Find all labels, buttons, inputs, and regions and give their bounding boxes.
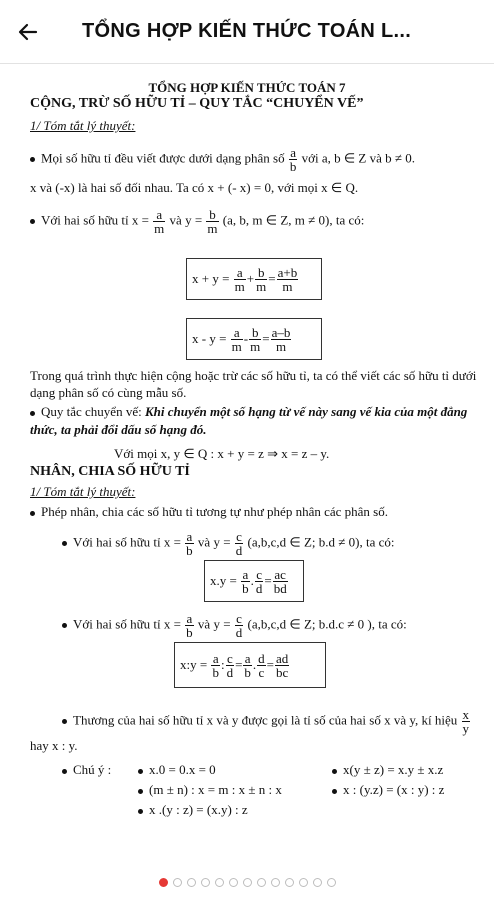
bullet-icon — [62, 623, 67, 628]
page-dot[interactable] — [285, 878, 294, 887]
app-bar — [0, 0, 494, 64]
arrow-left-icon — [16, 20, 40, 44]
bullet-icon — [30, 157, 35, 162]
bullet-icon — [332, 789, 337, 794]
bullet-icon — [62, 769, 67, 774]
section-theory-heading-2: 1/ Tóm tắt lý thuyết: — [30, 484, 136, 499]
formula-addition: x + y = $\frac{a}{m}$ + $\frac{b}{m}$ = $\frac{a+b}{m}$ — [186, 258, 322, 300]
page-dot[interactable] — [243, 878, 252, 887]
page-indicator — [0, 876, 494, 888]
page-dot[interactable] — [201, 878, 210, 887]
page-title: TỔNG HỢP KIẾN THỨC TOÁN L... — [82, 20, 412, 42]
note-item: x .(y : z) = (x.y) : z — [138, 802, 248, 818]
formula-division: x:y = $\frac{a}{b}$ : $\frac{c}{d}$ = $\frac{a}{b}$ . $\frac{d}{c}$ = $\frac{ad}{bc}$ — [174, 642, 326, 688]
page-dot[interactable] — [187, 878, 196, 887]
paragraph-transposition-rule-cont: thức, ta phải đổi dấu số hạng đó. — [30, 422, 207, 437]
fraction: $\frac{a}{b}$ — [289, 145, 297, 174]
paragraph-division: Với hai số hữu tỉ x = $\frac{a}{b}$ và y = $\frac{c}{d}$ (a,b,c,d ∈ Z; b.d.c ≠ 0 ), ta có: — [62, 612, 407, 639]
page-dot[interactable] — [271, 878, 280, 887]
bullet-icon — [138, 789, 143, 794]
section-theory-heading: 1/ Tóm tắt lý thuyết: — [30, 118, 136, 133]
paragraph-common-denominator-cont: dạng phân số có cùng mẫu số. — [30, 385, 187, 400]
formula-multiplication: x.y = $\frac{a}{b}$ . $\frac{c}{d}$ = $\frac{ac}{bd}$ — [204, 560, 304, 602]
page-dot[interactable] — [173, 878, 182, 887]
paragraph-two-rationals: Với hai số hữu tỉ x = $\frac{a}{m}$ và y = $\frac{b}{m}$ (a, b, m ∈ Z, m ≠ 0), ta có: — [30, 208, 364, 235]
back-button[interactable] — [0, 0, 56, 64]
document-page — [0, 72, 494, 872]
note-item: x(y ± z) = x.y ± x.z — [332, 762, 443, 778]
page-dot[interactable] — [327, 878, 336, 887]
page-dot[interactable] — [313, 878, 322, 887]
bullet-icon — [62, 541, 67, 546]
transposition-formula: Với mọi x, y ∈ Q : x + y = z ⇒ x = z – y. — [114, 446, 330, 461]
note-item: x : (y.z) = (x : y) : z — [332, 782, 444, 798]
note-item: x.0 = 0.x = 0 — [138, 762, 216, 778]
page-dot[interactable] — [257, 878, 266, 887]
paragraph-multiply-divide: Phép nhân, chia các số hữu tỉ tương tự như phép nhân các phân số. — [30, 504, 388, 520]
bullet-icon — [62, 719, 67, 724]
note-label: Chú ý : — [62, 762, 111, 778]
paragraph-ratio: Thương của hai số hữu tỉ x và y được gọi là tỉ số của hai số x và y, kí hiệu $\frac{x}{y}$ — [62, 708, 471, 735]
section-heading-multiply-divide: NHÂN, CHIA SỐ HỮU TỈ — [30, 464, 190, 479]
page-dot[interactable] — [299, 878, 308, 887]
paragraph-common-denominator: Trong quá trình thực hiện cộng hoặc trừ các số hữu tỉ, ta có thể viết các số hữu tỉ dưới — [30, 368, 477, 383]
formula-subtraction: x - y = $\frac{a}{m}$ - $\frac{b}{m}$ = $\frac{a-b}{m}$ — [186, 318, 322, 360]
page-dot-active[interactable] — [159, 878, 168, 887]
doc-title: TỔNG HỢP KIẾN THỨC TOÁN 7 — [148, 80, 346, 95]
bullet-icon — [30, 411, 35, 416]
paragraph-rational-def: Mọi số hữu tỉ đều viết được dưới dạng phân số $\frac{a}{b}$ với a, b ∈ Z và b ≠ 0. — [30, 146, 415, 173]
note-item: (m ± n) : x = m : x ± n : x — [138, 782, 282, 798]
bullet-icon — [30, 219, 35, 224]
doc-subtitle: CỘNG, TRỪ SỐ HỮU TỈ – QUY TẮC “CHUYỂN VẾ” — [30, 96, 364, 111]
paragraph-transposition-rule: Quy tắc chuyển vế: Khi chuyển một số hạng từ vế này sang vế kia của một đẳng — [30, 404, 467, 420]
paragraph-ratio-cont: hay x : y. — [30, 738, 78, 753]
bullet-icon — [138, 809, 143, 814]
page-dot[interactable] — [215, 878, 224, 887]
bullet-icon — [138, 769, 143, 774]
bullet-icon — [30, 511, 35, 516]
bullet-icon — [332, 769, 337, 774]
paragraph-multiplication: Với hai số hữu tỉ x = $\frac{a}{b}$ và y = $\frac{c}{d}$ (a,b,c,d ∈ Z; b.d ≠ 0), ta có: — [62, 530, 395, 557]
page-dot[interactable] — [229, 878, 238, 887]
paragraph-opposite: x và (-x) là hai số đối nhau. Ta có x + (- x) = 0, với mọi x ∈ Q. — [30, 180, 359, 195]
